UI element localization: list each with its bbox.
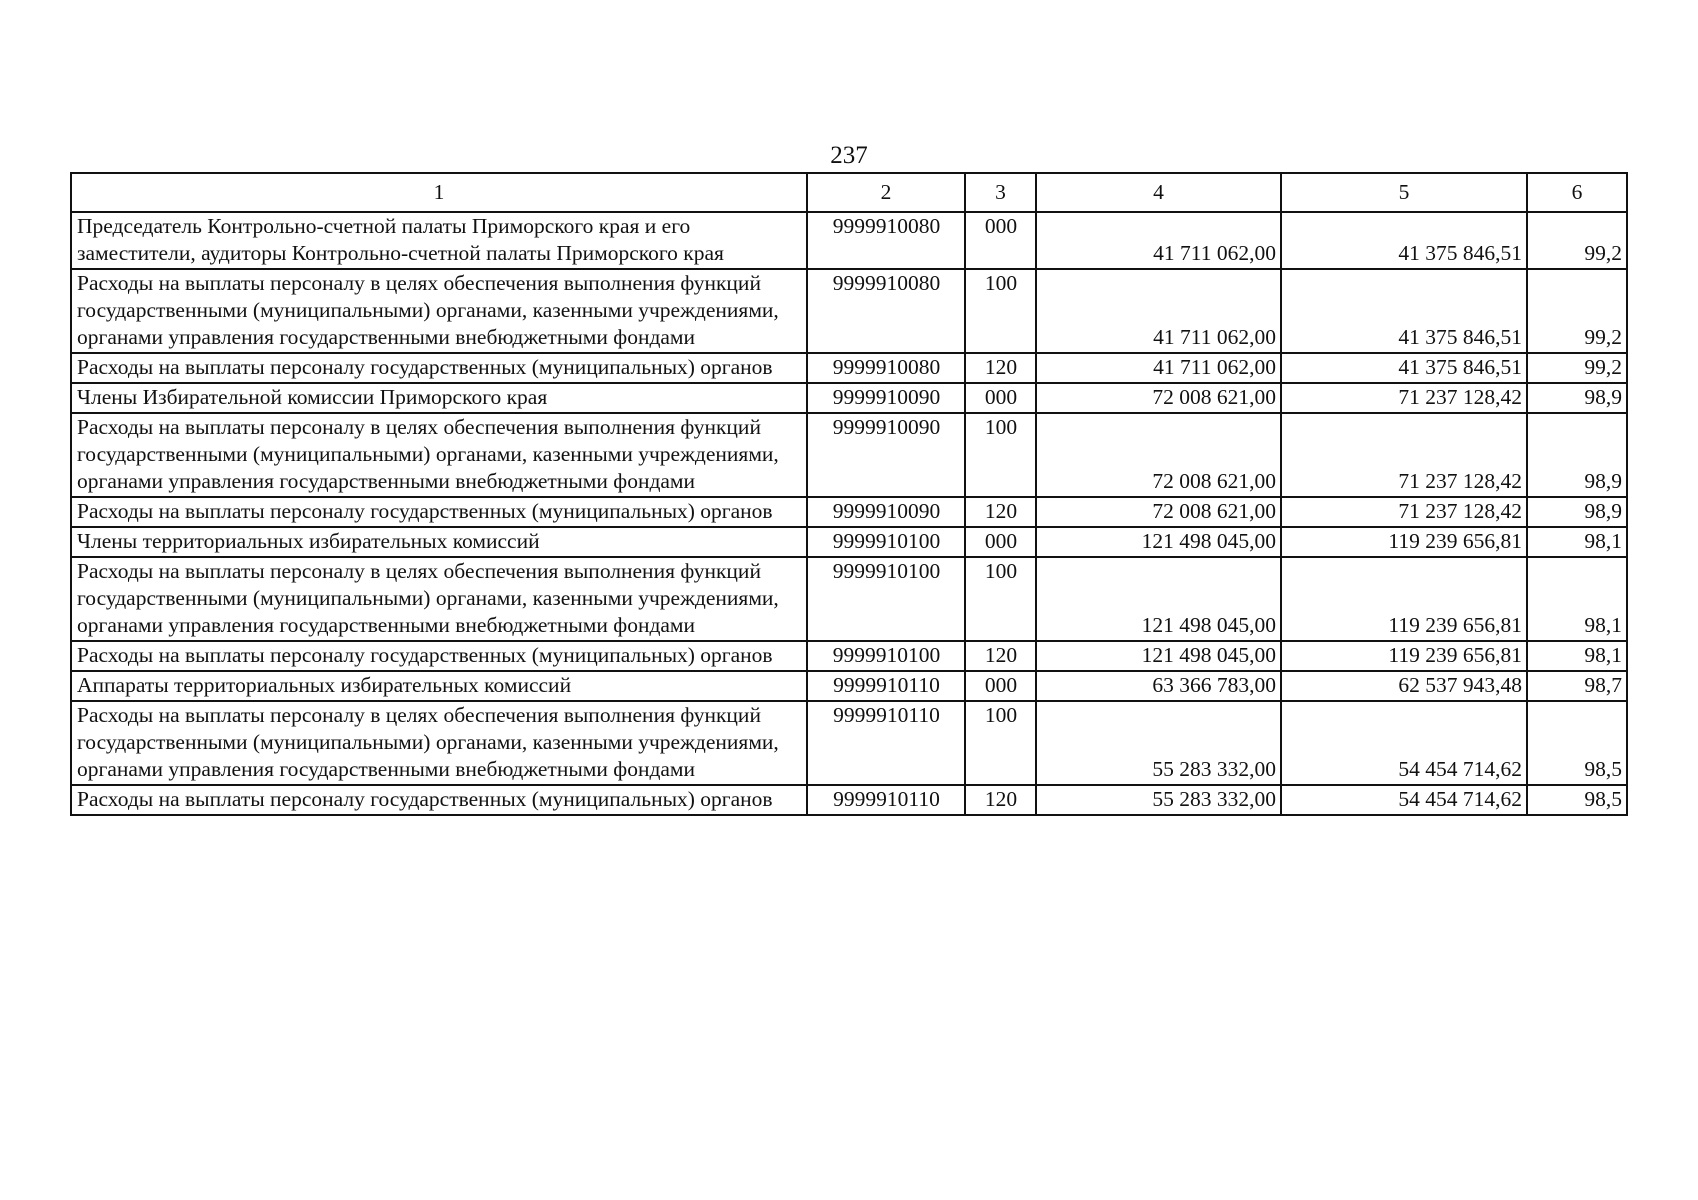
expense-type-code-cell: 000 [965, 212, 1036, 269]
expense-type-code-cell: 120 [965, 353, 1036, 383]
actual-amount-cell: 41 375 846,51 [1281, 212, 1527, 269]
actual-amount-cell: 54 454 714,62 [1281, 785, 1527, 815]
table-row [71, 383, 1627, 413]
row-name-cell: Расходы на выплаты персоналу в целях обеспечения выполнения функций государственными (муниципальными) органами, казенными учреждениями, органами управления государственными внебюджетными фондами [71, 701, 807, 785]
actual-amount-cell: 119 239 656,81 [1281, 641, 1527, 671]
expense-type-code-cell: 000 [965, 383, 1036, 413]
actual-amount-cell: 41 375 846,51 [1281, 269, 1527, 353]
row-name-cell: Члены территориальных избирательных комиссий [71, 527, 807, 557]
target-article-code-cell: 9999910080 [807, 212, 965, 269]
actual-amount-cell: 71 237 128,42 [1281, 413, 1527, 497]
execution-percent-cell: 99,2 [1527, 212, 1627, 269]
execution-percent-cell: 98,9 [1527, 383, 1627, 413]
target-article-code-cell: 9999910090 [807, 497, 965, 527]
row-name-cell: Расходы на выплаты персоналу государственных (муниципальных) органов [71, 497, 807, 527]
expense-type-code-cell: 000 [965, 527, 1036, 557]
planned-amount-cell: 121 498 045,00 [1036, 527, 1281, 557]
actual-amount-cell: 119 239 656,81 [1281, 557, 1527, 641]
actual-amount-cell: 71 237 128,42 [1281, 497, 1527, 527]
column-number-4: 4 [1036, 173, 1281, 212]
target-article-code-cell: 9999910110 [807, 671, 965, 701]
execution-percent-cell: 98,7 [1527, 671, 1627, 701]
table-row [71, 701, 1627, 785]
table-row [71, 353, 1627, 383]
row-name-cell: Аппараты территориальных избирательных комиссий [71, 671, 807, 701]
table-row [71, 671, 1627, 701]
actual-amount-cell: 62 537 943,48 [1281, 671, 1527, 701]
table-body [71, 173, 1627, 815]
target-article-code-cell: 9999910090 [807, 383, 965, 413]
execution-percent-cell: 98,9 [1527, 413, 1627, 497]
expense-type-code-cell: 100 [965, 701, 1036, 785]
expense-type-code-cell: 000 [965, 671, 1036, 701]
actual-amount-cell: 119 239 656,81 [1281, 527, 1527, 557]
row-name-cell: Расходы на выплаты персоналу государственных (муниципальных) органов [71, 785, 807, 815]
planned-amount-cell: 41 711 062,00 [1036, 212, 1281, 269]
table-row [71, 785, 1627, 815]
column-number-3: 3 [965, 173, 1036, 212]
budget-execution-table [70, 172, 1628, 816]
execution-percent-cell: 98,5 [1527, 701, 1627, 785]
expense-type-code-cell: 120 [965, 785, 1036, 815]
table-row [71, 212, 1627, 269]
row-name-cell: Расходы на выплаты персоналу государственных (муниципальных) органов [71, 353, 807, 383]
planned-amount-cell: 55 283 332,00 [1036, 785, 1281, 815]
target-article-code-cell: 9999910100 [807, 527, 965, 557]
target-article-code-cell: 9999910080 [807, 353, 965, 383]
expense-type-code-cell: 100 [965, 557, 1036, 641]
expense-type-code-cell: 100 [965, 269, 1036, 353]
table-row [71, 557, 1627, 641]
column-number-2: 2 [807, 173, 965, 212]
planned-amount-cell: 121 498 045,00 [1036, 641, 1281, 671]
target-article-code-cell: 9999910080 [807, 269, 965, 353]
table-row [71, 269, 1627, 353]
target-article-code-cell: 9999910100 [807, 557, 965, 641]
execution-percent-cell: 98,1 [1527, 641, 1627, 671]
expense-type-code-cell: 100 [965, 413, 1036, 497]
column-number-6: 6 [1527, 173, 1627, 212]
column-number-5: 5 [1281, 173, 1527, 212]
target-article-code-cell: 9999910090 [807, 413, 965, 497]
table-row [71, 497, 1627, 527]
actual-amount-cell: 54 454 714,62 [1281, 701, 1527, 785]
target-article-code-cell: 9999910100 [807, 641, 965, 671]
row-name-cell: Расходы на выплаты персоналу в целях обеспечения выполнения функций государственными (муниципальными) органами, казенными учреждениями, органами управления государственными внебюджетными фондами [71, 557, 807, 641]
execution-percent-cell: 98,9 [1527, 497, 1627, 527]
planned-amount-cell: 41 711 062,00 [1036, 269, 1281, 353]
column-number-header-row [71, 173, 1627, 212]
planned-amount-cell: 72 008 621,00 [1036, 413, 1281, 497]
row-name-cell: Расходы на выплаты персоналу государственных (муниципальных) органов [71, 641, 807, 671]
planned-amount-cell: 121 498 045,00 [1036, 557, 1281, 641]
row-name-cell: Расходы на выплаты персоналу в целях обеспечения выполнения функций государственными (муниципальными) органами, казенными учреждениями, органами управления государственными внебюджетными фондами [71, 269, 807, 353]
row-name-cell: Председатель Контрольно-счетной палаты Приморского края и его заместители, аудиторы Контрольно-счетной палаты Приморского края [71, 212, 807, 269]
row-name-cell: Расходы на выплаты персоналу в целях обеспечения выполнения функций государственными (муниципальными) органами, казенными учреждениями, органами управления государственными внебюджетными фондами [71, 413, 807, 497]
table-row [71, 641, 1627, 671]
actual-amount-cell: 41 375 846,51 [1281, 353, 1527, 383]
planned-amount-cell: 72 008 621,00 [1036, 497, 1281, 527]
execution-percent-cell: 99,2 [1527, 353, 1627, 383]
execution-percent-cell: 98,5 [1527, 785, 1627, 815]
expense-type-code-cell: 120 [965, 641, 1036, 671]
row-name-cell: Члены Избирательной комиссии Приморского края [71, 383, 807, 413]
execution-percent-cell: 98,1 [1527, 557, 1627, 641]
execution-percent-cell: 99,2 [1527, 269, 1627, 353]
execution-percent-cell: 98,1 [1527, 527, 1627, 557]
table-row [71, 413, 1627, 497]
planned-amount-cell: 63 366 783,00 [1036, 671, 1281, 701]
planned-amount-cell: 55 283 332,00 [1036, 701, 1281, 785]
table-row [71, 527, 1627, 557]
expense-type-code-cell: 120 [965, 497, 1036, 527]
planned-amount-cell: 72 008 621,00 [1036, 383, 1281, 413]
actual-amount-cell: 71 237 128,42 [1281, 383, 1527, 413]
target-article-code-cell: 9999910110 [807, 785, 965, 815]
column-number-1: 1 [71, 173, 807, 212]
planned-amount-cell: 41 711 062,00 [1036, 353, 1281, 383]
target-article-code-cell: 9999910110 [807, 701, 965, 785]
page-number: 237 [830, 142, 868, 169]
